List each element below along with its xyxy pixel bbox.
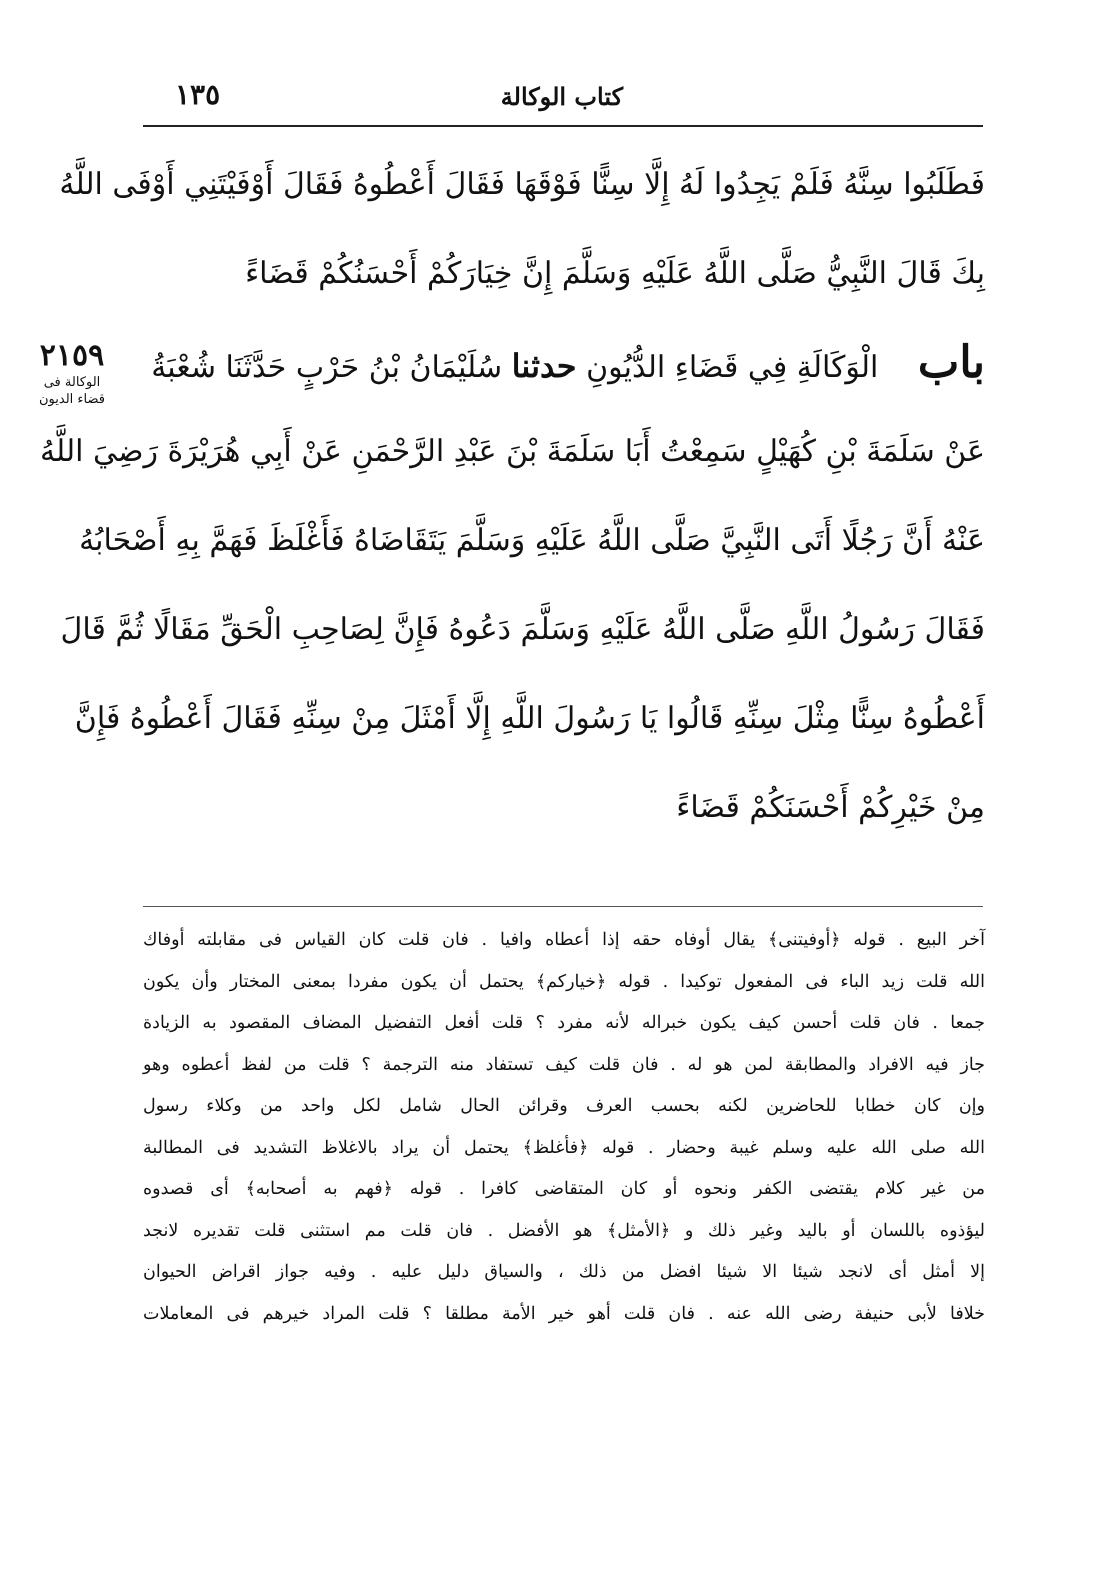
narration-marker: حدثنا (511, 347, 577, 385)
text-line: عَنْهُ أَنَّ رَجُلًا أَتَى النَّبِيَّ صَلَّى اللَّهُ عَلَيْهِ وَسَلَّمَ يَتَقَاضَاهُ فَأَغْلَظَ فَهَمَّ بِهِ أَصْحَابُهُ (79, 523, 985, 558)
commentary (143, 920, 985, 1335)
margin-note-line: قضاء الديون (39, 392, 105, 407)
commentary-line: جمعا . فان قلت أحسن كيف يكون خبراله لأنه مفرد ؟ قلت أفعل التفضيل المضاف المقصود به الزيادة (143, 1013, 985, 1033)
text-line: أَعْطُوهُ سِنًّا مِثْلَ سِنِّهِ قَالُوا يَا رَسُولَ اللَّهِ إِلَّا أَمْثَلَ مِنْ سِنِّهِ فَقَالَ أَعْطُوهُ فَإِنَّ (74, 701, 985, 736)
text-line: مِنْ خَيْرِكُمْ أَحْسَنَكُمْ قَضَاءً (676, 790, 985, 825)
book-title: كتاب الوكالة (500, 82, 623, 111)
commentary-line: ليؤذوه باللسان أو باليد وغير ذلك و ﴿الأمثل﴾ هو الأفضل . فان قلت مم استثنى قلت تقديره لانجد (143, 1220, 985, 1241)
commentary-line: إلا أمثل أى لانجد شيئا الا شيئا افضل من ذلك ، والسياق دليل عليه . وفيه جواز اقراض الحيوان (143, 1262, 985, 1282)
page-header (143, 78, 983, 124)
isnad-text: سُلَيْمَانُ بْنُ حَرْبٍ حَدَّثَنَا شُعْبَةُ (151, 350, 503, 385)
text-line: بِكَ قَالَ النَّبِيُّ صَلَّى اللَّهُ عَلَيْهِ وَسَلَّمَ إِنَّ خِيَارَكُمْ أَحْسَنُكُمْ قَضَاءً (245, 256, 985, 291)
commentary-line: وإن كان خطابا للحاضرين لكنه بحسب العرف وقرائن الحال شامل لكل واحد من وكلاء رسول (143, 1096, 985, 1116)
commentary-line: من غير كلام يقتضى الكفر ونحوه أو كان المتقاضى كافرا . قوله ﴿فهم به أصحابه﴾ أى قصدوه (143, 1179, 985, 1199)
commentary-line: الله قلت زيد الباء فى المفعول توكيدا . قوله ﴿خياركم﴾ يحتمل أن يكون مفردا بمعنى المختار وأن يكون (143, 971, 985, 992)
commentary-line: جاز فيه الافراد والمطابقة لمن هو له . فان قلت كيف تستفاد منه الترجمة ؟ قلت من لفظ أعطوه وهو (143, 1054, 985, 1075)
chapter-title: الْوَكَالَةِ فِي قَضَاءِ الدُّيُونِ (586, 350, 879, 385)
margin-note (22, 338, 122, 408)
chapter-heading-line (140, 318, 985, 407)
hadith-number: ٢١٥٩ (39, 338, 105, 373)
commentary-line: الله صلى الله عليه وسلم غيبة وحضار . قوله ﴿فأغلظ﴾ يحتمل أن يراد بالاغلاظ التشديد فى المطالبة (143, 1137, 985, 1158)
text-line: فَقَالَ رَسُولُ اللَّهِ صَلَّى اللَّهُ عَلَيْهِ وَسَلَّمَ دَعُوهُ فَإِنَّ لِصَاحِبِ الْحَقِّ مَقَالًا ثُمَّ قَالَ (60, 612, 985, 647)
footnote-divider (143, 906, 983, 907)
commentary-line: آخر البيع . قوله ﴿أوفيتنى﴾ يقال أوفاه حقه إذا أعطاه وافيا . فان قلت كان القياس فى مقابلته أوفاك (143, 930, 985, 950)
text-line: فَطَلَبُوا سِنَّهُ فَلَمْ يَجِدُوا لَهُ إِلَّا سِنًّا فَوْقَهَا فَقَالَ أَعْطُوهُ فَقَالَ أَوْفَيْتَنِي أَوْفَى اللَّهُ (59, 167, 985, 202)
header-divider (143, 125, 983, 127)
page-number: ١٣٥ (175, 78, 221, 111)
text-line: عَنْ سَلَمَةَ بْنِ كُهَيْلٍ سَمِعْتُ أَبَا سَلَمَةَ بْنَ عَبْدِ الرَّحْمَنِ عَنْ أَبِي هُرَيْرَةَ رَضِيَ اللَّهُ (39, 434, 985, 469)
commentary-line: خلافا لأبى حنيفة رضى الله عنه . فان قلت أهو خير الأمة مطلقا ؟ قلت المراد خيرهم فى المعاملات (143, 1303, 985, 1324)
margin-note-line: الوكالة فى (43, 375, 101, 390)
chapter-label: باب (917, 337, 985, 388)
